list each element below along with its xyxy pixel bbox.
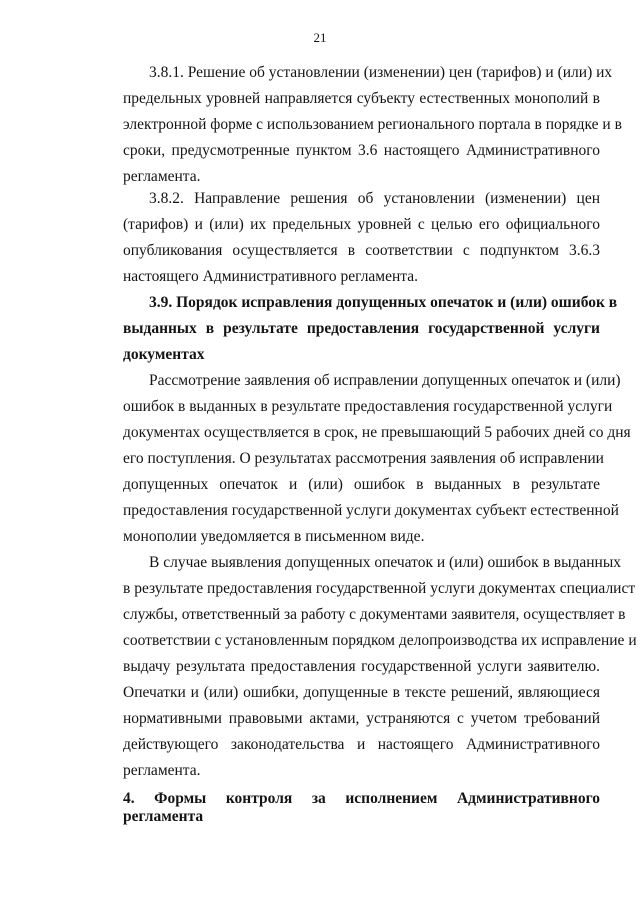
- text-line: Опечатки и (или) ошибки, допущенные в тексте решений, являющиеся: [123, 684, 600, 701]
- text-line: Рассмотрение заявления об исправлении допущенных опечаток и (или): [149, 372, 621, 389]
- heading-line: документах: [123, 346, 205, 363]
- text-line: 3.8.1. Решение об установлении (изменении) цен (тарифов) и (или) их: [149, 64, 613, 81]
- heading-line: выданных в результате предоставления государственной услуги: [123, 320, 600, 337]
- text-line: в результате предоставления государственной услуги документах специалист: [123, 580, 636, 597]
- text-line: ошибок в выданных в результате предоставления государственной услуги: [123, 398, 613, 415]
- heading-line: 3.9. Порядок исправления допущенных опечаток и (или) ошибок в: [149, 294, 618, 311]
- heading-line: 4. Формы контроля за исполнением Административного: [123, 790, 600, 807]
- text-line: 3.8.2. Направление решения об установлении (изменении) цен: [149, 190, 600, 207]
- text-line: регламента.: [123, 762, 201, 779]
- text-line: нормативными правовыми актами, устраняются с учетом требований: [123, 710, 600, 727]
- text-line: электронной форме с использованием регионального портала в порядке и в: [123, 116, 622, 133]
- text-line: В случае выявления допущенных опечаток и (или) ошибок в выданных: [149, 554, 622, 571]
- text-line: предельных уровней направляется субъекту естественных монополий в: [123, 90, 600, 107]
- text-line: монополии уведомляется в письменном виде.: [123, 528, 425, 545]
- text-line: (тарифов) и (или) их предельных уровней с целью его официального: [123, 216, 600, 233]
- text-line: документах осуществляется в срок, не превышающий 5 рабочих дней со дня: [123, 424, 631, 441]
- text-line: сроки, предусмотренные пунктом 3.6 настоящего Административного: [123, 142, 600, 159]
- text-line: опубликования осуществляется в соответствии с подпунктом 3.6.3: [123, 242, 600, 259]
- text-line: допущенных опечаток и (или) ошибок в выданных в результате: [123, 476, 600, 493]
- page-number: 21: [313, 30, 327, 45]
- text-line: настоящего Административного регламента.: [123, 268, 419, 285]
- text-line: его поступления. О результатах рассмотрения заявления об исправлении: [123, 450, 604, 467]
- text-line: регламента.: [123, 168, 201, 185]
- text-line: соответствии с установленным порядком делопроизводства их исправление и: [123, 632, 637, 649]
- heading-line: регламента: [123, 808, 204, 825]
- text-line: выдачу результата предоставления государственной услуги заявителю.: [123, 658, 600, 675]
- text-line: службы, ответственный за работу с документами заявителя, осуществляет в: [123, 606, 626, 623]
- text-line: предоставления государственной услуги документах субъект естественной: [123, 502, 619, 519]
- text-line: действующего законодательства и настоящего Административного: [123, 736, 600, 753]
